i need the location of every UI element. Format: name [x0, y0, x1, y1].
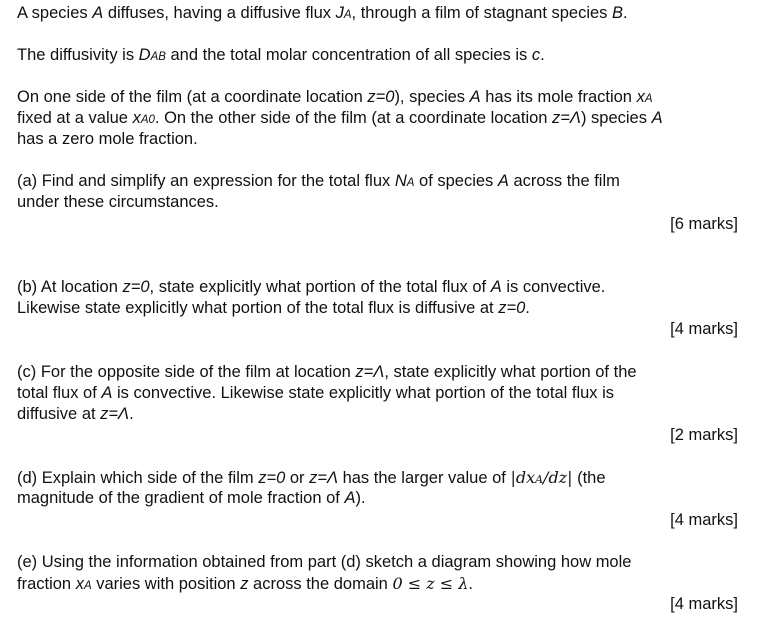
text: across the film	[508, 172, 620, 190]
part-d-marks: [4 marks]	[670, 511, 738, 529]
text: (b) At location	[17, 278, 123, 296]
species-a: A	[469, 88, 481, 106]
part-a-line-1	[17, 171, 620, 194]
part-c-line-3	[17, 404, 134, 425]
text: , state explicitly what portion of the total flux of	[149, 278, 491, 296]
part-c-marks: [2 marks]	[670, 426, 738, 444]
text: The diffusivity is	[17, 46, 139, 64]
diffusivity-symbol: D	[138, 46, 151, 64]
part-e-marks: [4 marks]	[670, 595, 738, 613]
text: (e) Using the information obtained from part (d) sketch a diagram showing how mole	[17, 553, 632, 571]
part-e-line-2	[17, 573, 473, 597]
flux-subscript: A	[343, 9, 352, 21]
text: On one side of the film (at a coordinate location	[17, 88, 368, 106]
text: , through a film of stagnant species	[351, 4, 613, 22]
text: (d) Explain which side of the film	[17, 469, 259, 487]
text: and the total molar concentration of all species is	[165, 46, 532, 64]
text: ), species	[394, 88, 470, 106]
location-z0: z=0	[367, 88, 395, 106]
species-a: A	[344, 489, 356, 507]
intro-line-5	[17, 129, 198, 150]
mole-fraction-subscript: A0	[140, 114, 155, 126]
text: magnitude of the gradient of mole fraction of	[17, 489, 345, 507]
mole-fraction-subscript: A	[83, 580, 92, 592]
intro-line-1	[17, 3, 628, 26]
species-a: A	[490, 278, 502, 296]
location-z0: z=0	[498, 299, 526, 317]
text: has the larger value of	[338, 469, 511, 487]
species-a: A	[101, 384, 113, 402]
domain-expression: 0 ≤ z ≤ λ	[392, 574, 469, 593]
text: . On the other side of the film (at a coordinate location	[154, 109, 553, 127]
position-symbol: z	[240, 575, 249, 593]
mole-fraction-subscript: A	[644, 93, 653, 105]
text: .	[540, 46, 545, 64]
gradient-expression-end: /dz|	[543, 468, 573, 487]
location-z0: z=0	[258, 469, 286, 487]
gradient-subscript: A	[535, 473, 544, 486]
mole-fraction-symbol: x	[636, 88, 645, 106]
part-d-line-2	[17, 488, 366, 509]
text: is convective.	[501, 278, 606, 296]
flux-symbol: J	[335, 4, 344, 22]
text: , state explicitly what portion of the	[384, 363, 637, 381]
intro-line-3	[17, 87, 652, 110]
mole-fraction-symbol: x	[132, 109, 141, 127]
text: .	[623, 4, 628, 22]
text: diffuses, having a diffusive flux	[103, 4, 336, 22]
text: fixed at a value	[17, 109, 133, 127]
text: is convective. Likewise state explicitly what portion of the total flux is	[112, 384, 615, 402]
species-a: A	[651, 109, 663, 127]
part-c-line-1	[17, 362, 637, 383]
location-z0: z=0	[122, 278, 150, 296]
species-a: A	[92, 4, 104, 22]
intro-line-4	[17, 108, 663, 131]
text: total flux of	[17, 384, 102, 402]
location-zlambda: z=Λ	[309, 469, 338, 487]
text: diffusive at	[17, 405, 101, 423]
intro-line-2	[17, 45, 545, 68]
concentration-symbol: c	[531, 46, 541, 64]
part-d-line-1	[17, 467, 606, 490]
part-e-line-1	[17, 552, 631, 573]
location-zlambda: z=Λ	[552, 109, 581, 127]
species-b: B	[612, 4, 624, 22]
location-zlambda: z=Λ	[100, 405, 130, 423]
mole-fraction-symbol: x	[75, 575, 84, 593]
part-c-line-2	[17, 383, 614, 404]
text: has its mole fraction	[480, 88, 637, 106]
text: across the domain	[248, 575, 393, 593]
part-a-line-2	[17, 192, 219, 213]
text: fraction	[17, 575, 76, 593]
text: Likewise state explicitly what portion of the total flux is diffusive at	[17, 299, 499, 317]
text: (c) For the opposite side of the film at location	[17, 363, 356, 381]
diffusivity-subscript: AB	[150, 51, 166, 63]
text: (the	[572, 469, 606, 487]
total-flux-symbol: N	[394, 172, 407, 190]
text: ).	[355, 489, 366, 507]
part-a-marks: [6 marks]	[670, 215, 738, 233]
part-b-marks: [4 marks]	[670, 320, 738, 338]
text: ) species	[580, 109, 652, 127]
gradient-expression: |dx	[510, 468, 536, 487]
text: .	[468, 575, 473, 593]
text: of species	[414, 172, 498, 190]
part-b-line-2	[17, 298, 530, 319]
text: or	[285, 469, 310, 487]
total-flux-subscript: A	[406, 177, 415, 189]
location-zlambda: z=Λ	[355, 363, 385, 381]
text: .	[525, 299, 530, 317]
text: has a zero mole fraction.	[17, 130, 198, 148]
text: under these circumstances.	[17, 193, 219, 211]
text: A species	[17, 4, 93, 22]
part-b-line-1	[17, 277, 605, 298]
text: (a) Find and simplify an expression for the total flux	[17, 172, 395, 190]
text: varies with position	[91, 575, 241, 593]
text: .	[129, 405, 134, 423]
species-a: A	[497, 172, 509, 190]
